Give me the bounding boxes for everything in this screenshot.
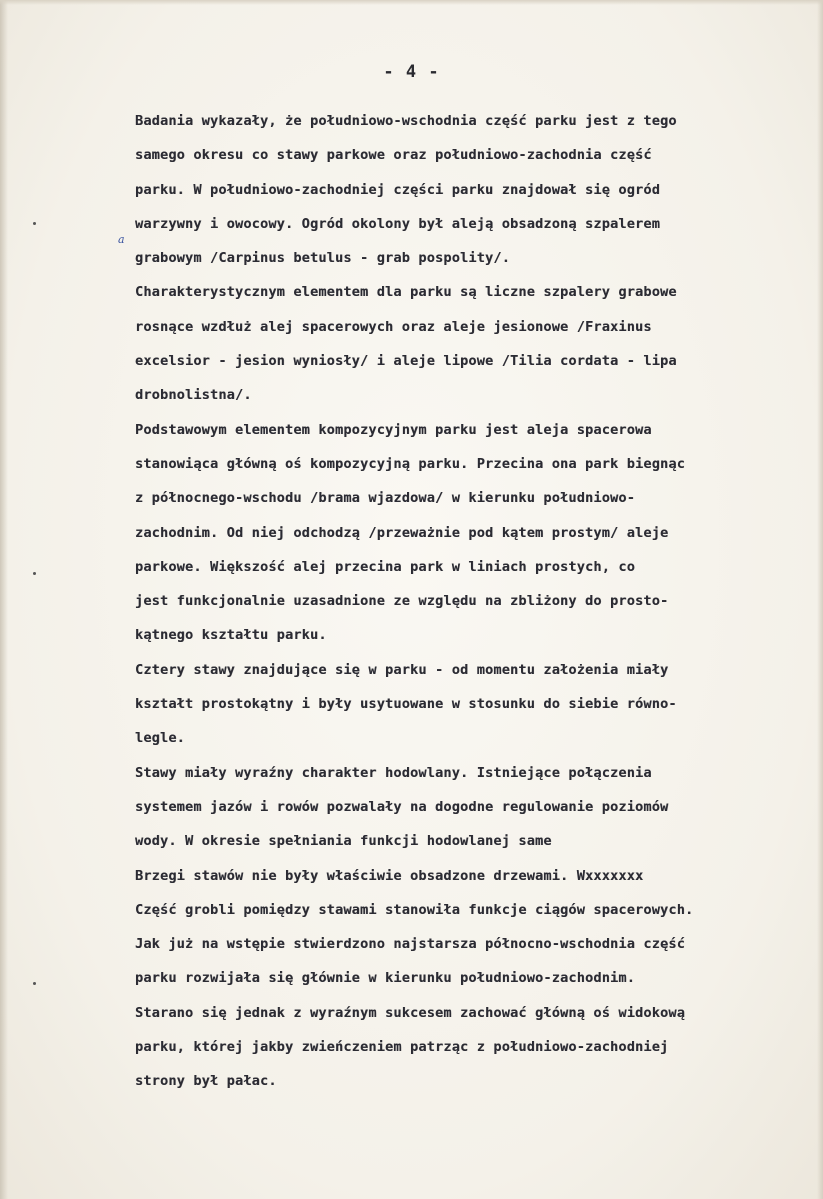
text-line: wody. W okresie spełniania funkcji hodowlanej same xyxy=(135,833,552,850)
text-line: Badania wykazały, że południowo-wschodnia część parku jest z tego xyxy=(135,113,677,129)
text-line: stanowiąca główną oś kompozycyjną parku. Przecina ona park biegnąc xyxy=(135,455,686,472)
text-line: samego okresu co stawy parkowe oraz południowo-zachodnia część xyxy=(135,147,652,164)
text-line: z północnego-wschodu /brama wjazdowa/ w kierunku południowo- xyxy=(135,490,636,507)
margin-dot xyxy=(33,572,36,575)
text-line: kątnego kształtu parku. xyxy=(135,627,327,644)
text-line: Stawy miały wyraźny charakter hodowlany. Istniejące połączenia xyxy=(135,764,652,781)
text-line: jest funkcjonalnie uzasadnione ze względu na zbliżony do prosto- xyxy=(135,593,669,610)
text-line: systemem jazów i rowów pozwalały na dogodne regulowanie poziomów xyxy=(135,798,669,815)
text-line: Podstawowym elementem kompozycyjnym parku jest aleja spacerowa xyxy=(135,421,652,438)
text-line: Brzegi stawów nie były właściwie obsadzone drzewami. Wxxxxxxx xyxy=(135,867,644,884)
text-line: Starano się jednak z wyraźnym sukcesem zachować główną oś widokową xyxy=(135,1004,686,1021)
text-line: parkowe. Większość alej przecina park w liniach prostych, co xyxy=(135,558,636,575)
text-line: legle. xyxy=(135,730,186,747)
text-line: parku, której jakby zwieńczeniem patrząc z południowo-zachodniej xyxy=(135,1039,669,1056)
text-line: parku rozwijała się głównie w kierunku południowo-zachodnim. xyxy=(135,970,636,987)
text-line: grabowym /Carpinus betulus - grab pospolity/. xyxy=(135,250,511,267)
text-line: warzywny i owocowy. Ogród okolony był aleją obsadzoną szpalerem xyxy=(135,215,661,232)
page-top-edge-shadow xyxy=(0,0,823,5)
text-line: drobnolistna/. xyxy=(135,387,252,404)
margin-dot xyxy=(33,982,36,985)
margin-dot xyxy=(33,222,36,225)
text-line: Część grobli pomiędzy stawami stanowiła funkcje ciągów spacerowych. xyxy=(135,901,694,918)
text-line: rosnące wzdłuż alej spacerowych oraz aleje jesionowe /Fraxinus xyxy=(135,318,652,335)
text-line: kształt prostokątny i były usytuowane w stosunku do siebie równo- xyxy=(135,696,677,713)
text-line: excelsior - jesion wyniosły/ i aleje lipowe /Tilia cordata - lipa xyxy=(135,353,677,370)
text-line: parku. W południowo-zachodniej części parku znajdował się ogród xyxy=(135,181,661,198)
page-left-edge-shadow xyxy=(0,0,8,1199)
page-right-edge-shadow xyxy=(817,0,823,1199)
typed-text-body xyxy=(135,104,811,1099)
text-line: Charakterystycznym elementem dla parku są liczne szpalery grabowe xyxy=(135,284,677,301)
handwritten-correction: a xyxy=(118,233,125,246)
text-line: strony był pałac. xyxy=(135,1073,277,1090)
text-line: zachodnim. Od niej odchodzą /przeważnie pod kątem prostym/ aleje xyxy=(135,524,669,541)
page-number: - 4 - xyxy=(383,62,440,82)
text-line: Jak już na wstępie stwierdzono najstarsza północno-wschodnia część xyxy=(135,936,686,953)
text-line: Cztery stawy znajdujące się w parku - od momentu założenia miały xyxy=(135,661,669,678)
